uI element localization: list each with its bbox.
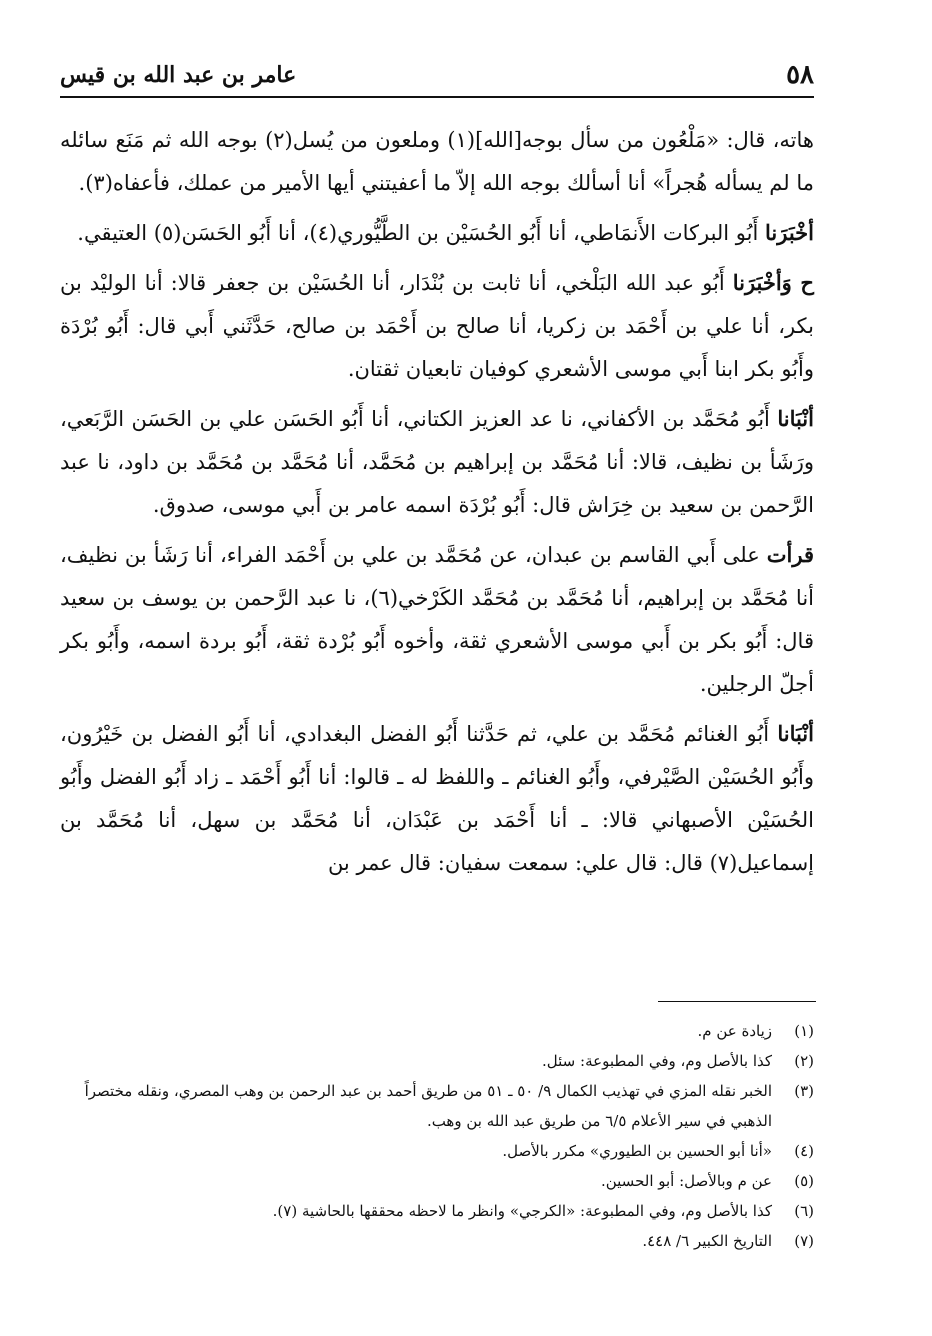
footnote-text: عن م وبالأصل: أبو الحسين. (600, 1172, 772, 1190)
footnote-number: (٤) (794, 1142, 814, 1160)
footnote-text: «أنا أبو الحسين بن الطيوري» مكرر بالأصل. (502, 1142, 772, 1160)
footnotes (60, 1016, 814, 1256)
footnote-text: الخبر نقله المزي في تهذيب الكمال ٩/ ٥٠ ـ ٥١ من طريق أحمد بن عبد الرحمن بن وهب المصري، ونقله مختصراً الذهبي في سير الأعلام ٦/٥ من طريق عبد الله بن وهب. (84, 1082, 772, 1130)
main-text (60, 118, 814, 891)
paragraph (60, 261, 814, 391)
paragraph (60, 118, 814, 205)
paragraph-lead: ح وَأخْبَرَنا (732, 270, 814, 295)
paragraph-lead: أخْبَرَنا (765, 220, 814, 245)
footnote-text: كذا بالأصل وم، وفي المطبوعة: سئل. (542, 1052, 772, 1070)
paragraph (60, 211, 814, 255)
footnote-number: (١) (794, 1022, 814, 1040)
footnote-number: (٦) (794, 1202, 814, 1220)
paragraph-text: أَبُو عبد الله البَلْخي، أنا ثابت بن بُنْدَار، أنا الحُسَيْن بن جعفر قالا: أنا الوليْد بن بكر، أنا علي بن أَحْمَد بن زكريا، أنا صالح بن أَحْمَد بن صالح، حَدَّثَني أَبي قال: أَبُو بُرْدَة وأَبُو بكر ابنا أَبي موسى الأشعري كوفيان تابعيان ثقتان. (60, 271, 814, 381)
paragraph-text: أَبُو البركات الأَنمَاطي، أنا أَبُو الحُسَيْن بن الطَّيُّوري(٤)، أنا أَبُو الحَسَن(٥) العتيقي. (77, 221, 766, 245)
footnote (60, 1166, 814, 1196)
footnote (60, 1076, 814, 1136)
footnote (60, 1136, 814, 1166)
paragraph-text: هاته، قال: «مَلْعُون من سأل بوجه[الله](١) وملعون من يُسل(٢) بوجه الله ثم مَنَع سائله ما لم يسأله هُجراً» أنا أسألك بوجه الله إلاّ ما أعفيتني أيها الأمير من عملك، فأعفاه(٣). (60, 128, 814, 195)
paragraph (60, 397, 814, 527)
footnote (60, 1226, 814, 1256)
paragraph-lead: قرأت (766, 542, 814, 567)
paragraph-text: أَبُو مُحَمَّد بن الأكفاني، نا عد العزيز الكتاني، أنا أَبُو الحَسَن علي بن الحَسَن الرَّبَعي، ورَشَأ بن نظيف، قالا: أنا مُحَمَّد بن إبراهيم بن مُحَمَّد، أنا مُحَمَّد بن مُحَمَّد بن داود، نا عبد الرَّحمن بن سعيد بن خِرَاش قال: أَبُو بُرْدَة اسمه عامر بن أَبي موسى، صدوق. (60, 407, 814, 517)
page-number: ٥٨ (786, 60, 814, 90)
footnote-number: (٥) (794, 1172, 814, 1190)
footnote-separator (658, 1001, 816, 1002)
footnote-number: (٣) (794, 1082, 814, 1100)
paragraph-lead: أنْبَانا (777, 721, 814, 746)
footnote (60, 1046, 814, 1076)
paragraph-text: على أَبي القاسم بن عبدان، عن مُحَمَّد بن علي بن أَحْمَد الفراء، أنا رَشَأ بن نظيف، أنا مُحَمَّد بن إبراهيم، أنا مُحَمَّد بن مُحَمَّد الكَرْخي(٦)، نا عبد الرَّحمن بن يوسف بن سعيد قال: أَبُو بكر بن أَبي موسى الأشعري ثقة، وأخوه أَبُو بُرْدة ثقة، أَبُو بردة اسمه، وأَبُو بكر أجلّ الرجلين. (60, 543, 814, 696)
footnote-number: (٢) (794, 1052, 814, 1070)
header-rule (60, 96, 814, 98)
footnote-text: كذا بالأصل وم، وفي المطبوعة: «الكرجي» وانظر ما لاحظه محققها بالحاشية (٧). (272, 1202, 772, 1220)
footnote (60, 1196, 814, 1226)
footnote (60, 1016, 814, 1046)
paragraph-text: أَبُو الغنائم مُحَمَّد بن علي، ثم حَدَّثنا أَبُو الفضل البغدادي، أنا أَبُو الفضل بن خَيْرُون، وأَبُو الحُسَيْن الصَّيْرفي، وأَبُو الغنائم ـ واللفظ له ـ قالوا: أنا أَبُو أَحْمَد ـ زاد أَبُو الفضل وأَبُو الحُسَيْن الأصبهاني قالا: ـ أنا أَحْمَد بن عَبْدَان، أنا مُحَمَّد بن سهل، أنا مُحَمَّد بن إسماعيل(٧) قال: قال علي: سمعت سفيان: قال عمر بن (60, 722, 814, 875)
footnote-number: (٧) (794, 1232, 814, 1250)
paragraph (60, 712, 814, 885)
page-header (60, 58, 814, 92)
running-title: عامر بن عبد الله بن قيس (60, 62, 297, 88)
paragraph (60, 533, 814, 706)
footnote-text: التاريخ الكبير ٦/ ٤٤٨. (642, 1232, 772, 1250)
footnote-text: زيادة عن م. (697, 1022, 772, 1040)
paragraph-lead: أنْبَانا (777, 406, 814, 431)
